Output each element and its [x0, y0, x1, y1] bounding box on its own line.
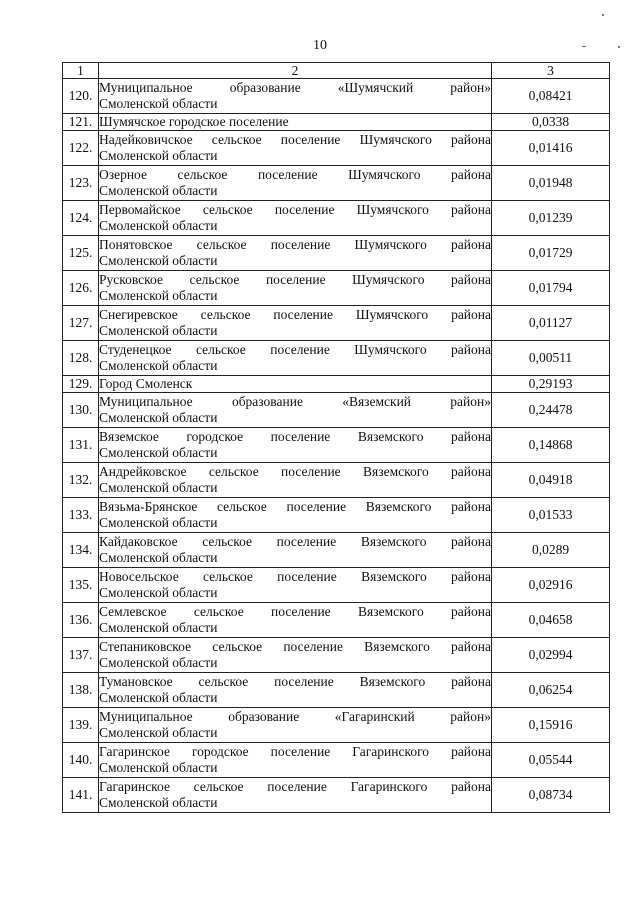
coefficient-value: 0,05544: [492, 743, 610, 778]
coefficient-value: 0,01239: [492, 201, 610, 236]
coefficient-value: 0,14868: [492, 428, 610, 463]
table-header-row: [63, 63, 610, 79]
municipality-name-line2: Смоленской области: [99, 585, 218, 600]
table-row: [63, 236, 610, 271]
table-row: [63, 428, 610, 463]
row-number: 125.: [63, 236, 99, 271]
municipality-name: [99, 376, 492, 393]
coefficient-value: 0,01948: [492, 166, 610, 201]
municipality-name-line2: Смоленской области: [99, 148, 218, 163]
row-number: 133.: [63, 498, 99, 533]
municipality-name: [99, 131, 492, 166]
coefficient-value: 0,24478: [492, 393, 610, 428]
municipality-name-line2: Смоленской области: [99, 96, 218, 111]
row-number: 134.: [63, 533, 99, 568]
row-number: 128.: [63, 341, 99, 376]
municipality-name-line2: Смоленской области: [99, 480, 218, 495]
table-row: [63, 603, 610, 638]
row-number: 136.: [63, 603, 99, 638]
municipality-name-line2: Смоленской области: [99, 690, 218, 705]
municipality-name-line2: Смоленской области: [99, 550, 218, 565]
municipality-name-line1: Новосельское сельское поселение Вяземского района: [99, 569, 491, 584]
coefficient-value: 0,04658: [492, 603, 610, 638]
table-row: [63, 376, 610, 393]
municipality-name-line1: Андрейковское сельское поселение Вяземского района: [99, 464, 491, 479]
municipality-name-line2: Смоленской области: [99, 218, 218, 233]
municipality-name-line2: Смоленской области: [99, 445, 218, 460]
allocation-table: [62, 62, 610, 813]
row-number: 139.: [63, 708, 99, 743]
row-number: 132.: [63, 463, 99, 498]
column-header-number: 1: [63, 63, 99, 79]
municipality-name: [99, 498, 492, 533]
municipality-name: [99, 393, 492, 428]
table-row: [63, 498, 610, 533]
municipality-name-line1: Озерное сельское поселение Шумячского района: [99, 167, 491, 182]
table-row: [63, 306, 610, 341]
table-row: [63, 778, 610, 813]
municipality-name-line1: Вязьма-Брянское сельское поселение Вяземского района: [99, 499, 491, 514]
coefficient-value: 0,01416: [492, 131, 610, 166]
municipality-name-line1: Понятовское сельское поселение Шумячского района: [99, 237, 491, 252]
municipality-name: [99, 778, 492, 813]
table-row: [63, 463, 610, 498]
row-number: 131.: [63, 428, 99, 463]
municipality-name: [99, 236, 492, 271]
row-number: 124.: [63, 201, 99, 236]
municipality-name-line1: Муниципальное образование «Шумячский район»: [99, 80, 491, 95]
municipality-name-line1: Студенецкое сельское поселение Шумячского района: [99, 342, 491, 357]
coefficient-value: 0,02994: [492, 638, 610, 673]
table-row: [63, 201, 610, 236]
row-number: 123.: [63, 166, 99, 201]
coefficient-value: 0,01127: [492, 306, 610, 341]
municipality-name-line1: Степаниковское сельское поселение Вяземского района: [99, 639, 491, 654]
municipality-name: [99, 673, 492, 708]
municipality-name-line1: Семлевское сельское поселение Вяземского района: [99, 604, 491, 619]
coefficient-value: 0,08421: [492, 79, 610, 114]
municipality-name-line2: Смоленской области: [99, 515, 218, 530]
row-number: 140.: [63, 743, 99, 778]
municipality-name-line1: Вяземское городское поселение Вяземского района: [99, 429, 491, 444]
municipality-name-line1: Муниципальное образование «Вяземский район»: [99, 394, 491, 409]
table-row: [63, 638, 610, 673]
column-header-value: 3: [492, 63, 610, 79]
municipality-name-line2: Смоленской области: [99, 795, 218, 810]
municipality-name-line1: Кайдаковское сельское поселение Вяземского района: [99, 534, 491, 549]
coefficient-value: 0,0338: [492, 114, 610, 131]
table-row: [63, 79, 610, 114]
coefficient-value: 0,02916: [492, 568, 610, 603]
table-row: [63, 131, 610, 166]
row-number: 127.: [63, 306, 99, 341]
coefficient-value: 0,00511: [492, 341, 610, 376]
coefficient-value: 0,0289: [492, 533, 610, 568]
coefficient-value: 0,15916: [492, 708, 610, 743]
municipality-name: [99, 533, 492, 568]
scan-speck: [618, 46, 620, 48]
table-row: [63, 114, 610, 131]
coefficient-value: 0,04918: [492, 463, 610, 498]
municipality-name: [99, 708, 492, 743]
coefficient-value: 0,29193: [492, 376, 610, 393]
municipality-name-line1: Шумячское городское поселение: [99, 114, 289, 129]
coefficient-value: 0,06254: [492, 673, 610, 708]
row-number: 121.: [63, 114, 99, 131]
municipality-name: [99, 463, 492, 498]
municipality-name-line1: Муниципальное образование «Гагаринский район»: [99, 709, 491, 724]
municipality-name-line2: Смоленской области: [99, 358, 218, 373]
table-row: [63, 673, 610, 708]
row-number: 129.: [63, 376, 99, 393]
municipality-name-line2: Смоленской области: [99, 620, 218, 635]
municipality-name: [99, 428, 492, 463]
table-row: [63, 708, 610, 743]
municipality-name: [99, 306, 492, 341]
coefficient-value: 0,01533: [492, 498, 610, 533]
municipality-name: [99, 114, 492, 131]
municipality-name-line1: Первомайское сельское поселение Шумячского района: [99, 202, 491, 217]
municipality-name-line2: Смоленской области: [99, 183, 218, 198]
table-row: [63, 568, 610, 603]
row-number: 137.: [63, 638, 99, 673]
table-row: [63, 743, 610, 778]
municipality-name: [99, 166, 492, 201]
coefficient-value: 0,08734: [492, 778, 610, 813]
municipality-name: [99, 201, 492, 236]
municipality-name-line2: Смоленской области: [99, 410, 218, 425]
municipality-name: [99, 79, 492, 114]
municipality-name: [99, 271, 492, 306]
municipality-name-line1: Гагаринское городское поселение Гагаринского района: [99, 744, 491, 759]
table-row: [63, 271, 610, 306]
municipality-name: [99, 603, 492, 638]
table-row: [63, 533, 610, 568]
municipality-name-line1: Тумановское сельское поселение Вяземского района: [99, 674, 491, 689]
municipality-name-line1: Гагаринское сельское поселение Гагаринского района: [99, 779, 491, 794]
municipality-name-line2: Смоленской области: [99, 725, 218, 740]
municipality-name: [99, 568, 492, 603]
scan-speck: [602, 14, 604, 16]
scan-speck: [582, 46, 586, 47]
municipality-name-line2: Смоленской области: [99, 253, 218, 268]
row-number: 126.: [63, 271, 99, 306]
municipality-name-line1: Русковское сельское поселение Шумячского района: [99, 272, 491, 287]
municipality-name-line2: Смоленской области: [99, 323, 218, 338]
coefficient-value: 0,01794: [492, 271, 610, 306]
municipality-name-line2: Смоленской области: [99, 655, 218, 670]
row-number: 122.: [63, 131, 99, 166]
coefficient-value: 0,01729: [492, 236, 610, 271]
municipality-name: [99, 743, 492, 778]
municipality-name-line2: Смоленской области: [99, 760, 218, 775]
municipality-name: [99, 638, 492, 673]
row-number: 120.: [63, 79, 99, 114]
table-row: [63, 393, 610, 428]
table-row: [63, 341, 610, 376]
column-header-name: 2: [99, 63, 492, 79]
row-number: 135.: [63, 568, 99, 603]
municipality-name: [99, 341, 492, 376]
table-row: [63, 166, 610, 201]
municipality-name-line1: Город Смоленск: [99, 376, 193, 391]
row-number: 138.: [63, 673, 99, 708]
page-number: 10: [313, 38, 327, 53]
row-number: 130.: [63, 393, 99, 428]
municipality-name-line1: Снегиревское сельское поселение Шумячского района: [99, 307, 491, 322]
row-number: 141.: [63, 778, 99, 813]
municipality-name-line1: Надейковичское сельское поселение Шумячского района: [99, 132, 491, 147]
municipality-name-line2: Смоленской области: [99, 288, 218, 303]
